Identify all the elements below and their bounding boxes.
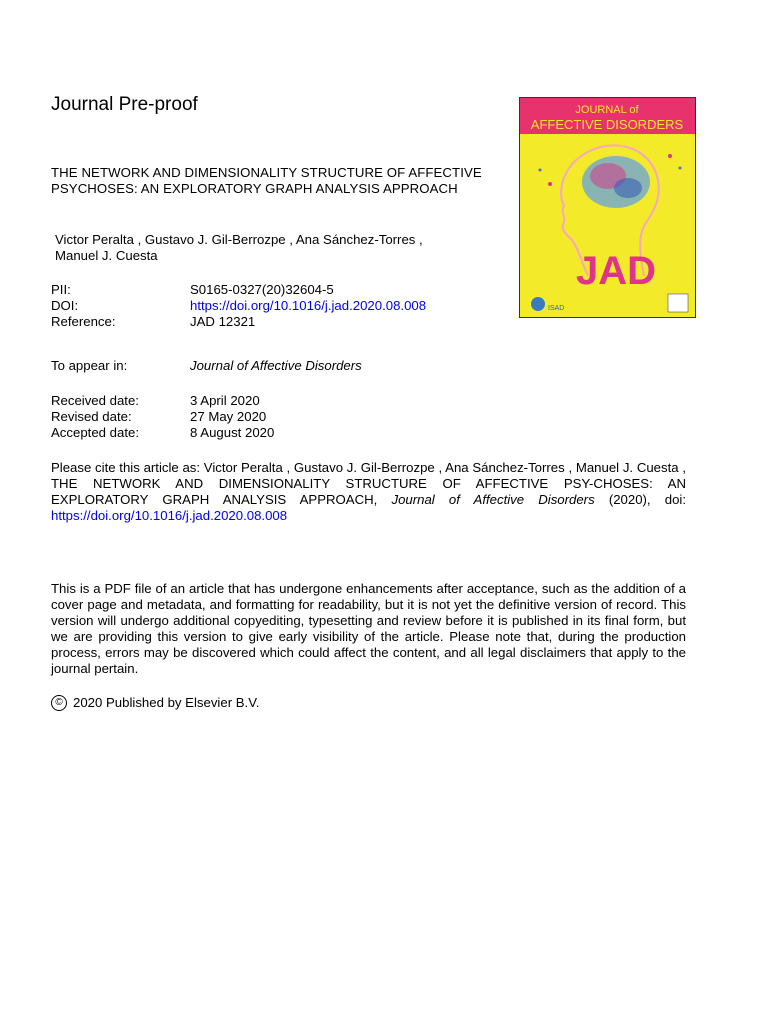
reference-row xyxy=(51,314,426,330)
received-row xyxy=(51,393,274,409)
brain-shade-shape xyxy=(614,178,642,198)
accepted-row xyxy=(51,425,274,441)
citation-middle: (2020), doi: xyxy=(594,492,687,507)
reference-label: Reference: xyxy=(51,314,116,329)
appear-label: To appear in: xyxy=(51,358,128,373)
article-title: THE NETWORK AND DIMENSIONALITY STRUCTURE OF AFFECTIVE PSYCHOSES: AN EXPLORATORY GRAPH ANALYSIS APPROACH xyxy=(51,165,482,196)
doi-row xyxy=(51,298,426,314)
citation-doi-link[interactable]: https://doi.org/10.1016/j.jad.2020.08.008 xyxy=(51,508,288,523)
revised-label: Revised date: xyxy=(51,409,132,424)
copyright-line xyxy=(51,695,259,711)
doi-label: DOI: xyxy=(51,298,79,313)
cover-abbrev: JAD xyxy=(575,249,657,293)
copyright-icon: © xyxy=(51,695,67,711)
appear-block xyxy=(51,358,362,374)
citation-prefix: Please cite this article as: Victor Peralta , Gustavo J. Gil-Berrozpe , Ana Sánchez-Torres , Manuel J. Cuesta , THE NETWORK AND DIMENSIONALITY STRUCTURE OF AFFECTIVE PSY-CHOSES: AN EXPLORATORY GRAPH ANALYSIS APPROACH, xyxy=(51,460,686,507)
accepted-label: Accepted date: xyxy=(51,425,139,440)
particle-shape xyxy=(668,154,672,158)
cover-journal-line1: JOURNAL of xyxy=(575,104,639,116)
cover-artwork xyxy=(520,98,695,317)
particle-shape xyxy=(679,167,682,170)
elsevier-logo-icon xyxy=(668,294,688,312)
citation-paragraph xyxy=(51,460,686,524)
identifiers-block xyxy=(51,282,426,330)
pii-value: S0165-0327(20)32604-5 xyxy=(190,282,334,297)
page-header: Journal Pre-proof xyxy=(51,94,198,115)
doi-link[interactable]: https://doi.org/10.1016/j.jad.2020.08.008 xyxy=(190,298,427,313)
revised-value: 27 May 2020 xyxy=(190,409,267,424)
journal-cover-image xyxy=(519,97,696,318)
citation-journal: Journal of Affective Disorders xyxy=(391,492,595,507)
dates-block xyxy=(51,393,274,441)
authors-line-2: Manuel J. Cuesta xyxy=(55,248,158,263)
disclaimer-paragraph: This is a PDF file of an article that has undergone enhancements after acceptance, such as the addition of a cover page and metadata, and formatting for readability, but it is not yet the definitive version of record. This version will undergo additional copyediting, typesetting and review before it is published in its final form, but we are providing this version to give early visibility of the article. Please note that, during the production process, errors may be discovered which could affect the content, and all legal disclaimers that apply to the journal pertain. xyxy=(51,581,686,676)
pii-row xyxy=(51,282,426,298)
received-value: 3 April 2020 xyxy=(190,393,260,408)
copyright-text: 2020 Published by Elsevier B.V. xyxy=(73,695,260,710)
author-list xyxy=(55,232,505,264)
reference-value: JAD 12321 xyxy=(190,314,256,329)
appear-journal: Journal of Affective Disorders xyxy=(190,358,362,373)
particle-shape xyxy=(539,169,542,172)
appear-row xyxy=(51,358,362,374)
isad-logo-icon xyxy=(531,297,545,311)
cover-journal-line2: AFFECTIVE DISORDERS xyxy=(530,117,684,132)
cover-society: ISAD xyxy=(548,305,565,312)
accepted-value: 8 August 2020 xyxy=(190,425,275,440)
authors-line-1: Victor Peralta , Gustavo J. Gil-Berrozpe , Ana Sánchez-Torres , xyxy=(55,232,423,247)
pii-label: PII: xyxy=(51,282,71,297)
particle-shape xyxy=(548,182,552,186)
received-label: Received date: xyxy=(51,393,139,408)
revised-row xyxy=(51,409,274,425)
